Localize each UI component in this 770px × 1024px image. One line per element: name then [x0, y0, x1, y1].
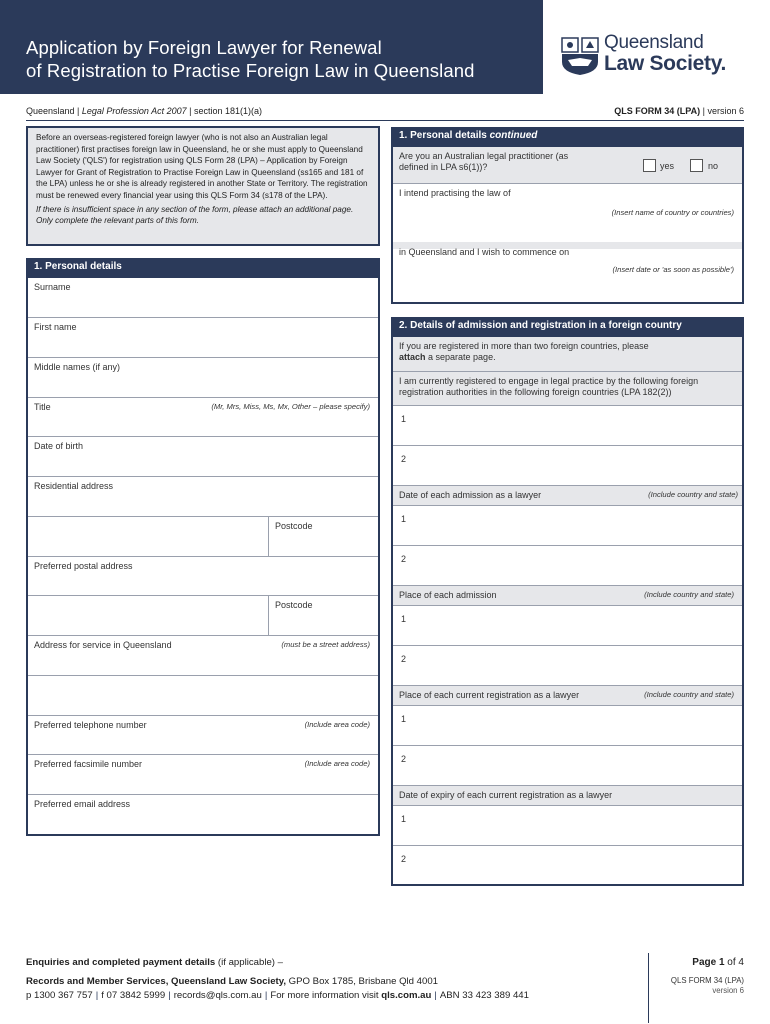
logo-text-law-society: Law Society.	[604, 52, 727, 75]
page-number: Page 1 of 4	[692, 957, 744, 968]
header-banner	[0, 0, 543, 94]
crest-icon	[560, 34, 600, 76]
form-title-line1: Application by Foreign Lawyer for Renewal	[26, 37, 382, 58]
footer-form-code: QLS FORM 34 (LPA)	[670, 976, 744, 985]
footer-contacts: p 1300 367 757 | f 07 3842 5999 | records@qls.com.au | For more information visit qls.com.au | ABN 33 423 389 441	[26, 990, 529, 1001]
yes-checkbox[interactable]	[643, 159, 656, 172]
date-of-birth-field[interactable]: Date of birth	[28, 437, 378, 477]
residential-postcode-field[interactable]: Postcode	[268, 517, 269, 556]
place-admission-label: Place of each admission (Include country and state)	[393, 586, 742, 606]
expiry-1-field[interactable]: 1	[393, 806, 742, 846]
postal-postcode-field[interactable]: Postcode	[268, 596, 269, 635]
intro-box	[26, 126, 380, 246]
surname-field[interactable]: Surname	[28, 278, 378, 318]
footer-website-link[interactable]: qls.com.au	[381, 990, 432, 1001]
legislation-reference: Queensland | Legal Profession Act 2007 | section 181(1)(a)	[26, 106, 263, 116]
multiple-countries-note: If you are registered in more than two foreign countries, please attach a separate page.	[393, 337, 742, 372]
date-admission-1-field[interactable]: 1	[393, 506, 742, 546]
australian-practitioner-question: Are you an Australian legal practitioner (as defined in LPA s6(1))? yes no	[393, 147, 742, 184]
title-field[interactable]: Title (Mr, Mrs, Miss, Ms, Mx, Other – please specify)	[28, 398, 378, 437]
commence-date-field[interactable]: in Queensland and I wish to commence on (Insert date or 'as soon as possible')	[399, 247, 734, 274]
date-admission-label: Date of each admission as a lawyer (Include country and state)	[393, 486, 742, 506]
section1-heading: 1. Personal details	[26, 258, 380, 276]
footer-phone: p 1300 367 757	[26, 990, 93, 1001]
logo-text-queensland: Queensland	[604, 32, 704, 53]
residential-address-field[interactable]: Residential address	[28, 477, 378, 517]
footer-records: Records and Member Services, Queensland Law Society, GPO Box 1785, Brisbane Qld 4001	[26, 976, 439, 987]
facsimile-field[interactable]: Preferred facsimile number (Include area code)	[28, 755, 378, 795]
footer-fax: f 07 3842 5999	[101, 990, 166, 1001]
header-rule	[26, 120, 744, 121]
footer-divider	[648, 953, 649, 1023]
expiry-label: Date of expiry of each current registration as a lawyer	[393, 786, 742, 806]
place-registration-2-field[interactable]: 2	[393, 746, 742, 786]
footer-enquiries: Enquiries and completed payment details (if applicable) –	[26, 957, 283, 968]
intro-text: Before an overseas-registered foreign lawyer (who is not also an Australian legal practitioner) first practises foreign law in Queensland, he or she must apply to Queensland Law Society ('QLS') for registration using QLS Form 28 (LPA) – Application by Foreign Lawyer for Grant of Registration to Practise Foreign Law in Queensland (ss165 and 181 of the LPA) unless he or she is already registered in another State or Territory. The registration must be renewed every financial year using this QLS Form 34 (s178 of the LPA).	[36, 133, 368, 200]
service-address-field[interactable]: Address for service in Queensland (must be a street address)	[28, 636, 378, 676]
section1-continued-heading: 1. Personal details continued	[391, 127, 744, 145]
date-admission-2-field[interactable]: 2	[393, 546, 742, 586]
practising-law-field[interactable]: I intend practising the law of (Insert name of country or countries)	[399, 188, 734, 217]
postal-address-field[interactable]: Preferred postal address	[28, 557, 378, 596]
intro-italic-note: If there is insufficient space in any section of the form, please attach an additional page. Only complete the relevant parts of this form.	[36, 204, 354, 226]
middle-names-field[interactable]: Middle names (if any)	[28, 358, 378, 398]
place-admission-2-field[interactable]: 2	[393, 646, 742, 686]
service-address-line2[interactable]	[28, 676, 378, 716]
section1-box	[26, 276, 380, 836]
no-checkbox[interactable]	[690, 159, 703, 172]
registration-2-field[interactable]: 2	[393, 446, 742, 486]
email-field[interactable]: Preferred email address	[34, 799, 131, 809]
telephone-field[interactable]: Preferred telephone number (Include area code)	[28, 716, 378, 755]
footer-email-link[interactable]: records@qls.com.au	[173, 990, 262, 1001]
footer-abn: ABN 33 423 389 441	[439, 990, 529, 1001]
footer-version: version 6	[712, 986, 744, 995]
form-title-line2: of Registration to Practise Foreign Law in Queensland	[26, 60, 475, 81]
residential-address-line2[interactable]	[28, 517, 378, 557]
place-registration-label: Place of each current registration as a lawyer (Include country and state)	[393, 686, 742, 706]
place-registration-1-field[interactable]: 1	[393, 706, 742, 746]
registration-1-field[interactable]: 1	[393, 406, 742, 446]
expiry-2-field[interactable]: 2	[401, 854, 407, 864]
first-name-field[interactable]: First name	[28, 318, 378, 358]
section2-box	[391, 335, 744, 886]
qls-logo	[560, 30, 750, 80]
form-code-top: QLS FORM 34 (LPA) | version 6	[614, 106, 744, 116]
registered-statement: I am currently registered to engage in legal practice by the following foreign registration authorities in the following foreign countries (LPA 182(2))	[393, 372, 742, 406]
section1-continued-box	[391, 145, 744, 304]
place-admission-1-field[interactable]: 1	[393, 606, 742, 646]
postal-address-line2[interactable]	[28, 596, 378, 636]
section2-heading: 2. Details of admission and registration in a foreign country	[391, 317, 744, 335]
